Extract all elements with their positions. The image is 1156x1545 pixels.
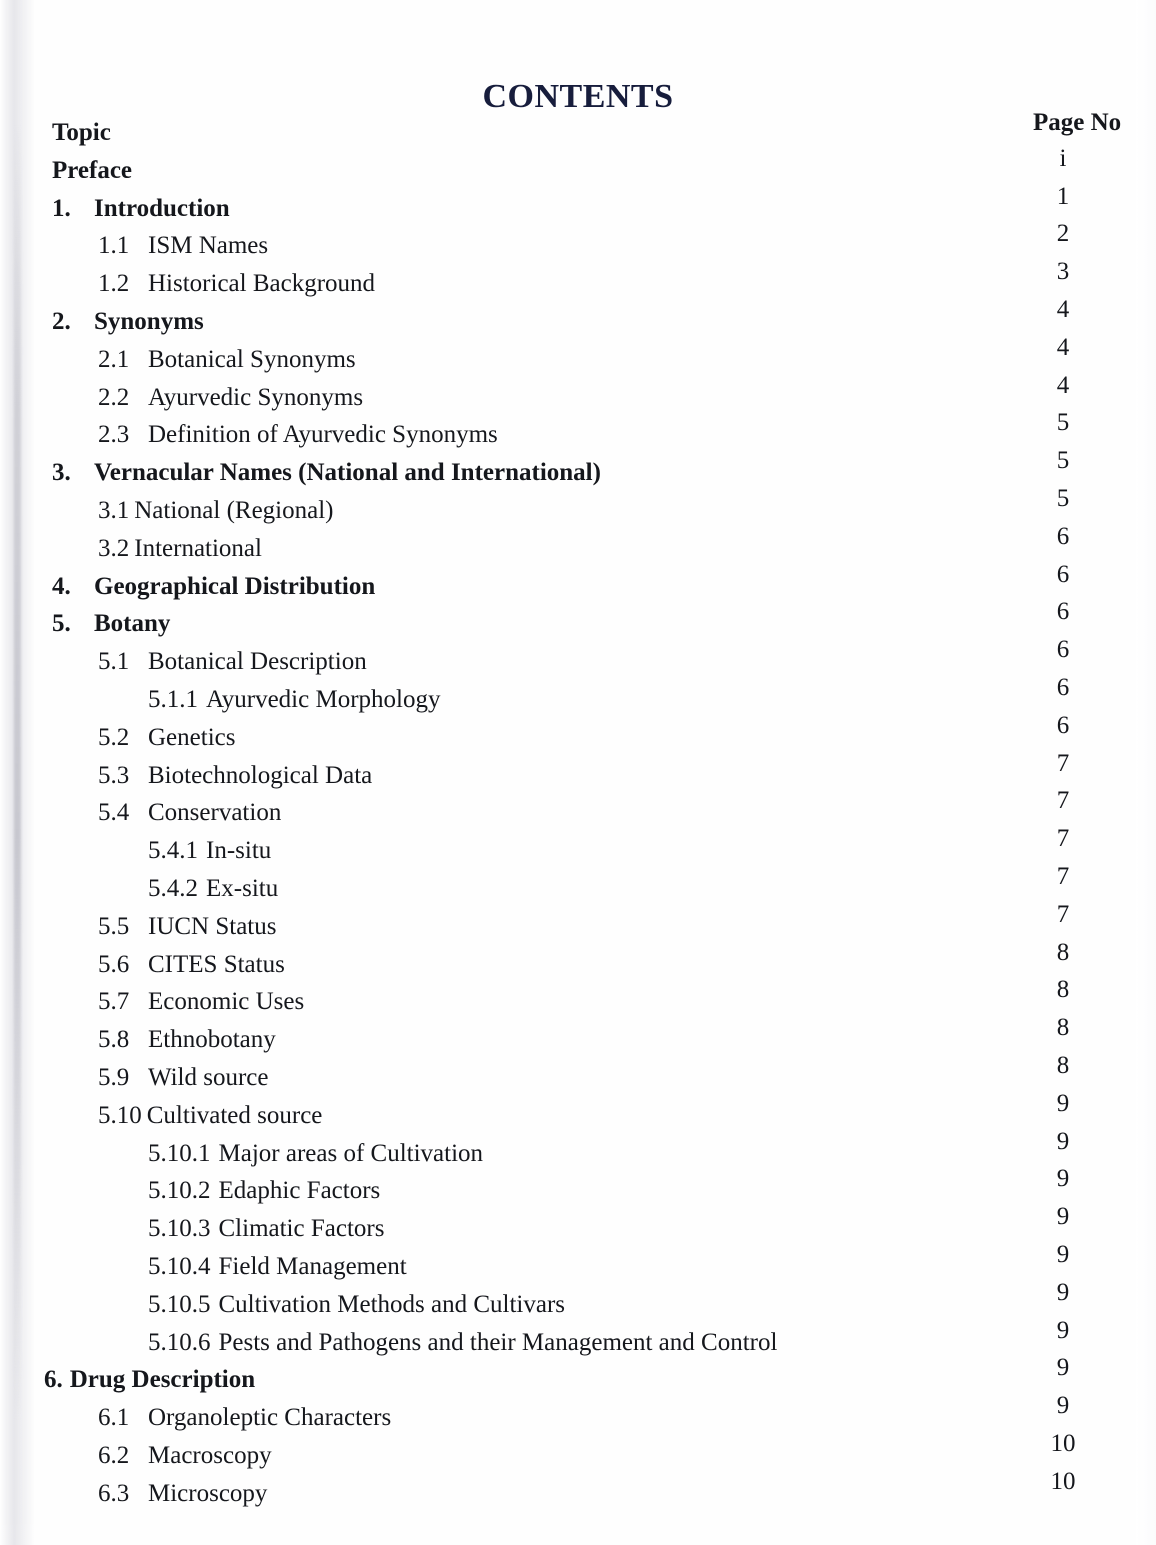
toc-row[interactable] <box>0 749 1156 799</box>
toc-entry-page-number: 9 <box>1056 1392 1070 1420</box>
toc-row[interactable] <box>0 1316 1156 1366</box>
toc-entry-topic <box>52 307 204 337</box>
toc-entry-page-number: 10 <box>1050 1429 1076 1457</box>
toc-entry-page-number: 9 <box>1056 1165 1070 1193</box>
toc-row[interactable] <box>0 1089 1156 1139</box>
toc-row[interactable] <box>0 1467 1156 1517</box>
toc-row[interactable] <box>0 1127 1156 1177</box>
toc-entry-label: Botany <box>94 610 171 638</box>
toc-entry-number: 4. <box>52 572 71 600</box>
toc-entry-topic <box>98 345 356 375</box>
toc-entry-label: Conservation <box>148 799 282 827</box>
toc-row[interactable] <box>0 258 1156 307</box>
toc-entry-page-number: 7 <box>1056 825 1070 853</box>
toc-entry-page-number: 7 <box>1056 787 1070 815</box>
toc-entry-page-number: 7 <box>1056 862 1070 890</box>
toc-entry-page-number: 6 <box>1056 673 1070 701</box>
toc-entry-page-number: 6 <box>1056 711 1070 739</box>
toc-entry-label: Ayurvedic Morphology <box>206 685 441 713</box>
table-of-contents <box>0 109 1156 1516</box>
toc-entry-label: Economic Uses <box>148 988 305 1016</box>
toc-entry-number: 2.3 <box>98 421 130 449</box>
toc-entry-topic <box>98 231 268 261</box>
toc-entry-topic <box>98 383 363 413</box>
toc-entry-number: 5.10.2 <box>148 1177 211 1205</box>
toc-entry-page-number: 6 <box>1056 560 1070 588</box>
toc-entry-topic <box>98 950 285 980</box>
toc-entry-topic <box>148 836 271 866</box>
toc-entry-number: 3.2 <box>98 534 130 562</box>
toc-row[interactable] <box>0 295 1156 345</box>
toc-entry-label: Major areas of Cultivation <box>218 1139 484 1167</box>
toc-entry-page-number: 5 <box>1056 409 1070 437</box>
toc-entry-number: 5.4.2 <box>148 874 198 902</box>
toc-entry-label: Definition of Ayurvedic Synonyms <box>148 421 498 449</box>
toc-entry-topic <box>52 458 601 488</box>
toc-entry-page-number: 9 <box>1056 1354 1070 1382</box>
toc-entry-page-number: 2 <box>1056 220 1070 248</box>
toc-row[interactable] <box>0 938 1156 988</box>
toc-entry-number: 6. <box>44 1366 63 1394</box>
toc-entry-page-number: 9 <box>1056 1278 1070 1306</box>
toc-row[interactable] <box>0 636 1156 685</box>
toc-entry-number: 5.2 <box>98 723 130 751</box>
toc-entry-label: Cultivated source <box>146 1101 323 1129</box>
toc-entry-number: 5.5 <box>98 912 130 940</box>
toc-entry-topic <box>98 798 281 828</box>
toc-row[interactable] <box>0 673 1156 723</box>
toc-entry-page-number: 9 <box>1056 1089 1070 1117</box>
toc-entry-number: 3. <box>52 459 71 487</box>
toc-entry-page-number: 9 <box>1056 1316 1070 1344</box>
toc-entry-label: Field Management <box>218 1252 407 1280</box>
toc-entry-number: 5.10.4 <box>148 1252 211 1280</box>
toc-entry-number: 2. <box>52 307 71 335</box>
toc-entry-label: In-situ <box>206 837 272 865</box>
toc-row[interactable] <box>0 1165 1156 1214</box>
toc-entry-topic <box>98 912 276 942</box>
toc-entry-topic <box>98 420 498 450</box>
toc-row[interactable] <box>0 1429 1156 1479</box>
toc-entry-number: 1.1 <box>98 232 130 260</box>
toc-entry-number: 5.10.6 <box>148 1328 211 1356</box>
toc-row[interactable] <box>0 900 1156 950</box>
toc-entry-number: 5.6 <box>98 950 130 978</box>
toc-row[interactable] <box>0 1014 1156 1063</box>
toc-entry-topic <box>98 1441 272 1471</box>
toc-entry-label: Historical Background <box>148 270 376 298</box>
toc-row[interactable] <box>0 522 1156 572</box>
toc-row[interactable] <box>0 598 1156 647</box>
page-title: CONTENTS <box>482 78 674 115</box>
toc-entry-number: 2.2 <box>98 383 130 411</box>
toc-entry-topic <box>148 1176 380 1206</box>
toc-entry-page-number: 7 <box>1056 749 1070 777</box>
toc-entry-number: 1.2 <box>98 270 130 298</box>
toc-entry-label: Preface <box>52 156 133 184</box>
toc-row[interactable] <box>0 409 1156 458</box>
toc-entry-topic <box>148 1214 384 1244</box>
toc-entry-topic <box>98 647 367 677</box>
toc-entry-topic <box>98 1025 276 1055</box>
toc-entry-label: International <box>134 534 262 562</box>
toc-entry-topic <box>98 496 334 526</box>
toc-entry-label: Microscopy <box>148 1479 268 1507</box>
toc-entry-topic <box>52 194 230 224</box>
toc-row[interactable] <box>0 825 1156 874</box>
toc-row[interactable] <box>0 484 1156 534</box>
toc-entry-number: 6.1 <box>98 1404 130 1432</box>
toc-entry-page-number: 3 <box>1056 258 1070 286</box>
toc-entry-topic <box>52 156 132 186</box>
toc-entry-topic <box>148 1252 407 1282</box>
toc-entry-number: 5.8 <box>98 1026 130 1054</box>
toc-entry-number: 5.10.3 <box>148 1215 211 1243</box>
toc-entry-number: 6.2 <box>98 1441 130 1469</box>
toc-entry-number: 5.1.1 <box>148 685 198 713</box>
toc-entry-label: Synonyms <box>94 307 204 335</box>
toc-row[interactable] <box>0 560 1156 610</box>
toc-entry-topic <box>98 534 262 564</box>
toc-entry-label: Ayurvedic Synonyms <box>148 383 364 411</box>
toc-entry-number: 5.10 <box>98 1101 142 1129</box>
toc-entry-label: National (Regional) <box>134 496 334 524</box>
toc-entry-label: Genetics <box>148 723 236 751</box>
toc-entry-label: Geographical Distribution <box>94 572 376 600</box>
toc-entry-label: Wild source <box>148 1063 269 1091</box>
toc-entry-topic <box>148 1328 777 1358</box>
toc-entry-topic <box>52 609 170 639</box>
toc-entry-page-number: 9 <box>1056 1240 1070 1268</box>
toc-entry-number: 5.3 <box>98 761 130 789</box>
toc-entry-page-number: 4 <box>1056 371 1070 399</box>
toc-entry-label: Climatic Factors <box>218 1215 385 1243</box>
toc-entry-number: 3.1 <box>98 496 130 524</box>
toc-entry-number: 6.3 <box>98 1479 130 1507</box>
toc-entry-topic <box>44 1365 255 1395</box>
topic-column-header: Topic <box>52 119 111 146</box>
toc-entry-topic <box>98 1101 322 1131</box>
toc-row[interactable] <box>0 1354 1156 1403</box>
toc-entry-label: Botanical Description <box>148 648 367 676</box>
toc-entry-label: Botanical Synonyms <box>148 345 356 373</box>
toc-entry-topic <box>98 1063 268 1093</box>
toc-entry-label: Edaphic Factors <box>218 1177 381 1205</box>
toc-entry-label: Macroscopy <box>148 1441 272 1469</box>
toc-entry-label: Vernacular Names (National and International) <box>94 459 601 487</box>
toc-entry-number: 5.7 <box>98 988 130 1016</box>
toc-entry-topic <box>148 1139 483 1169</box>
toc-row[interactable] <box>0 976 1156 1025</box>
toc-entry-label: Organoleptic Characters <box>148 1404 392 1432</box>
toc-row[interactable] <box>0 1051 1156 1101</box>
toc-entry-label: IUCN Status <box>148 912 277 940</box>
toc-row[interactable] <box>0 1278 1156 1328</box>
toc-entry-page-number: 8 <box>1056 938 1070 966</box>
toc-entry-topic <box>98 1479 267 1509</box>
toc-row[interactable] <box>0 447 1156 496</box>
toc-entry-topic <box>148 874 278 904</box>
toc-header-row <box>0 109 1156 156</box>
toc-entry-page-number: 6 <box>1056 636 1070 664</box>
toc-row[interactable] <box>0 1392 1156 1441</box>
toc-row[interactable] <box>0 333 1156 383</box>
toc-entry-page-number: 4 <box>1056 333 1070 361</box>
toc-entry-page-number: 8 <box>1056 1014 1070 1042</box>
toc-row[interactable] <box>0 862 1156 912</box>
toc-entry-number: 5.10.5 <box>148 1290 211 1318</box>
toc-entry-label: Cultivation Methods and Cultivars <box>218 1290 566 1318</box>
toc-entry-page-number: 8 <box>1056 1051 1070 1079</box>
toc-entry-label: Introduction <box>94 194 230 222</box>
toc-entry-list <box>0 144 1156 1517</box>
toc-entry-page-number: i <box>1059 144 1067 172</box>
toc-row[interactable] <box>0 711 1156 761</box>
page-column-header: Page No <box>1033 109 1122 136</box>
toc-row[interactable] <box>0 182 1156 232</box>
toc-entry-label: CITES Status <box>148 950 285 978</box>
toc-entry-page-number: 6 <box>1056 598 1070 626</box>
toc-entry-topic <box>98 723 235 753</box>
toc-row[interactable] <box>0 1240 1156 1290</box>
toc-entry-number: 5.4 <box>98 799 130 827</box>
toc-entry-label: Ethnobotany <box>148 1026 276 1054</box>
toc-entry-label: Drug Description <box>69 1366 256 1394</box>
toc-entry-page-number: 10 <box>1050 1467 1076 1495</box>
toc-entry-page-number: 9 <box>1056 1127 1070 1155</box>
toc-entry-page-number: 9 <box>1056 1203 1070 1231</box>
toc-entry-page-number: 5 <box>1056 484 1070 512</box>
toc-row[interactable] <box>0 1203 1156 1252</box>
toc-entry-number: 5.9 <box>98 1063 130 1091</box>
toc-entry-topic <box>98 761 372 791</box>
toc-entry-number: 5. <box>52 610 71 638</box>
toc-entry-topic <box>98 987 304 1017</box>
toc-entry-page-number: 1 <box>1056 182 1070 210</box>
toc-row[interactable] <box>0 220 1156 269</box>
toc-entry-number: 1. <box>52 194 71 222</box>
toc-entry-topic <box>98 1403 391 1433</box>
toc-row[interactable] <box>0 371 1156 421</box>
toc-entry-number: 2.1 <box>98 345 130 373</box>
toc-entry-page-number: 4 <box>1056 295 1070 323</box>
toc-entry-page-number: 5 <box>1056 447 1070 475</box>
toc-entry-page-number: 8 <box>1056 976 1070 1004</box>
toc-entry-page-number: 7 <box>1056 900 1070 928</box>
toc-entry-label: Biotechnological Data <box>148 761 373 789</box>
toc-row[interactable] <box>0 787 1156 836</box>
toc-entry-number: 5.10.1 <box>148 1139 211 1167</box>
toc-entry-number: 5.4.1 <box>148 837 198 865</box>
toc-entry-topic <box>98 269 375 299</box>
toc-entry-topic <box>148 1290 565 1320</box>
toc-entry-number: 5.1 <box>98 648 130 676</box>
toc-entry-label: Ex-situ <box>206 874 279 902</box>
toc-entry-topic <box>52 572 375 602</box>
toc-entry-page-number: 6 <box>1056 522 1070 550</box>
toc-entry-label: ISM Names <box>148 232 269 260</box>
toc-entry-topic <box>148 685 440 715</box>
toc-entry-label: Pests and Pathogens and their Management and Control <box>218 1328 778 1356</box>
toc-row[interactable] <box>0 144 1156 194</box>
